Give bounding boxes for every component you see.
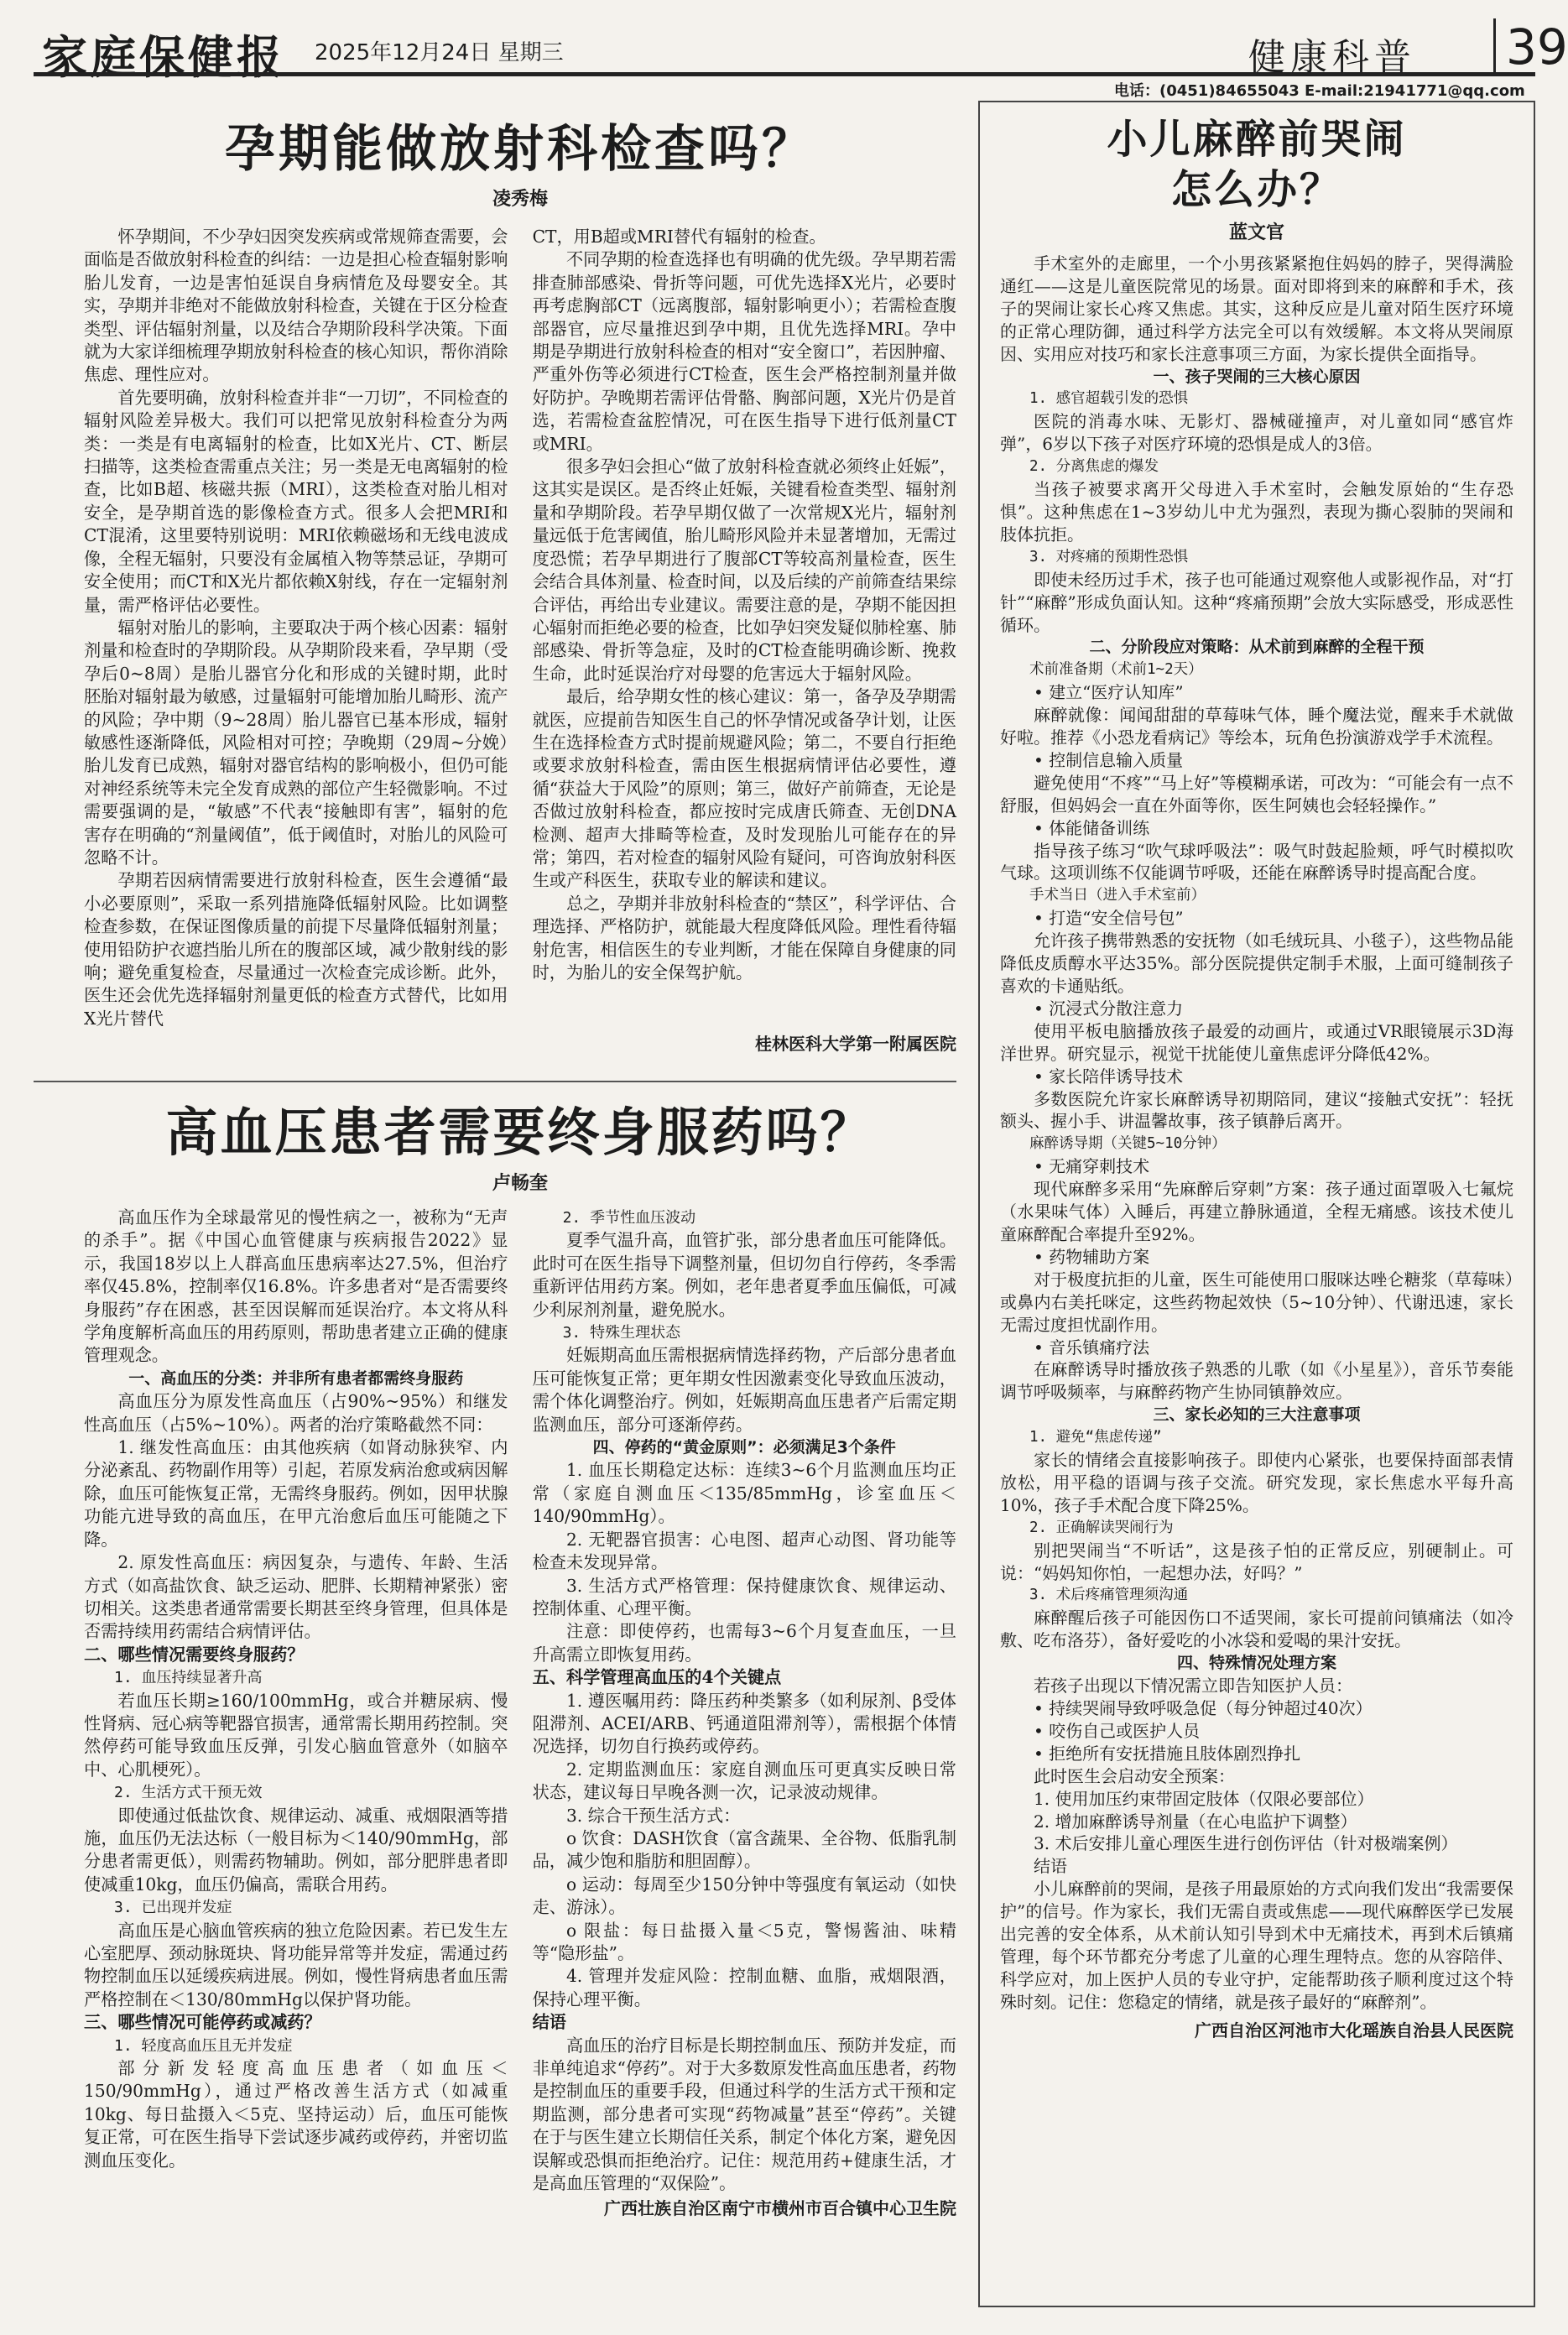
paragraph: 即使未经历过手术，孩子也可能通过观察他人或影视作品，对“打针”“麻醉”形成负面认知。这种“疼痛预期”会放大实际感受，形成恶性循环。 — [1000, 569, 1513, 635]
minor-heading: 1. 血压持续显著升高 — [114, 1669, 263, 1687]
article-column — [533, 1207, 956, 2195]
paragraph: • 音乐镇痛疗法 — [1034, 1337, 1150, 1358]
minor-heading: 2. 正确解读哭闹行为 — [1029, 1519, 1174, 1536]
article-hypertension — [84, 1091, 956, 2219]
paragraph: 小儿麻醉前的哭闹，是孩子用最原始的方式向我们发出“我需要保护”的信号。作为家长，我们无需自责或焦虑——现代麻醉医学已发展出完善的安全体系，从术前认知引导到术中无痛技术，再到术后镇痛管理，每个环节都充分考虑了儿童的心理生理特点。您的从容陪伴、科学应对，加上医护人员的专业守护，定能帮助孩子顺利度过这个特殊时刻。记住：您稳定的情绪，就是孩子最好的“麻醉剂”。 — [1000, 1879, 1513, 2012]
paragraph: 高血压作为全球最常见的慢性病之一，被称为“无声的杀手”。据《中国心血管健康与疾病报告2022》显示，我国18岁以上人群高血压患病率达27.5%，但治疗率仅45.8%，控制率仅16.8%。许多患者对“是否需要终身服药”存在困惑，甚至因误解而延误治疗。本文将从科学角度解析高血压的用药原则，帮助患者建立正确的健康管理观念。 — [84, 1207, 508, 1366]
paragraph: 1. 继发性高血压：由其他疾病（如肾动脉狭窄、内分泌紊乱、药物副作用等）引起，若原发病治愈或病因解除，血压可能恢复正常，无需终身服药。例如，因甲状腺功能亢进导致的高血压，在甲亢治愈后血压可能随之下降。 — [84, 1437, 508, 1550]
paragraph: 首先要明确，放射科检查并非“一刀切”，不同检查的辐射风险差异极大。我们可以把常见放射科检查分为两类：一类是有电离辐射的检查，比如X光片、CT、断层扫描等，这类检查需重点关注；另一类是无电离辐射的检查，比如B超、核磁共振（MRI），这类检查对胎儿相对安全，是孕期首选的影像检查方式。很多人会把MRI和CT混淆，这里要特别说明：MRI依赖磁场和无线电波成像，全程无辐射，只要没有金属植入物等禁忌证，孕期可安全使用；而CT和X光片都依赖X射线，存在一定辐射剂量，需严格评估必要性。 — [84, 387, 508, 615]
paragraph: 1. 血压长期稳定达标：连续3~6个月监测血压均正常（家庭自测血压＜135/85mmHg，诊室血压＜140/90mmHg）。 — [532, 1460, 956, 1527]
paragraph: 现代麻醉多采用“先麻醉后穿刺”方案：孩子通过面罩吸入七氟烷（水果味气体）入睡后，再建立静脉通道，全程无痛感。该技术使儿童麻醉配合率提升至92%。 — [1000, 1179, 1513, 1244]
minor-heading: 1. 避免“焦虑传递” — [1029, 1429, 1162, 1446]
paragraph: 很多孕妇会担心“做了放射科检查就必须终止妊娠”，这其实是误区。是否终止妊娠，关键看检查类型、辐射剂量和孕期阶段。若孕早期仅做了一次常规X光片，辐射剂量远低于危害阈值，胎儿畸形风险并未显著增加，无需过度恐慌；若孕早期进行了腹部CT等较高剂量检查，医生会结合具体剂量、检查时间，以及后续的产前筛查结果综合评估，再给出专业建议。需要注意的是，孕期不能因担心辐射而拒绝必要的检查，比如孕妇突发疑似肺栓塞、肺部感染、骨折等急症，及时的CT检查能明确诊断、挽救生命，此时延误治疗对母婴的危害远大于辐射风险。 — [532, 456, 956, 684]
paragraph: o 饮食：DASH饮食（富含蔬果、全谷物、低脂乳制品，减少饱和脂肪和胆固醇）。 — [532, 1827, 956, 1872]
article-source: 广西壮族自治区南宁市横州市百合镇中心卫生院 — [604, 2198, 956, 2219]
paragraph: 不同孕期的检查选择也有明确的优先级。孕早期若需排查肺部感染、骨折等问题，可优先选择X光片，必要时再考虑胸部CT（远离腹部，辐射影响更小）；若需检查腹部器官，应尽量推迟到孕中期，且优先选择MRI。孕中期是孕期进行放射科检查的相对“安全窗口”，若因肿瘤、严重外伤等必须进行CT检查，医生会严格控制剂量并做好防护。孕晚期若需评估骨骼、胸部问题，X光片仍是首选，若需检查盆腔情况，可在医生指导下进行低剂量CT或MRI。 — [532, 249, 956, 454]
paragraph: CT，用B超或MRI替代有辐射的检查。 — [532, 227, 826, 247]
paragraph: 医院的消毒水味、无影灯、器械碰撞声，对儿童如同“感官炸弹”，6岁以下孩子对医疗环境的恐惧是成人的3倍。 — [1000, 411, 1513, 455]
paragraph: 1. 遵医嘱用药：降压药种类繁多（如利尿剂、β受体阻滞剂、ACEI/ARB、钙通道阻滞剂等），需根据个体情况选择，切勿自行换药或停药。 — [532, 1690, 956, 1757]
article-author: 卢畅奎 — [492, 1172, 548, 1194]
paragraph: • 家长陪伴诱导技术 — [1034, 1066, 1184, 1087]
subheading: 结语 — [532, 2012, 566, 2033]
paragraph: 高血压是心脑血管疾病的独立危险因素。若已发生左心室肥厚、颈动脉斑块、肾功能异常等并发症，需通过药物控制血压以延缓疾病进展。例如，慢性肾病患者血压需严格控制在＜130/80mmHg以保护肾功能。 — [84, 1920, 508, 2009]
paragraph: 1. 使用加压约束带固定肢体（仅限必要部位） — [1034, 1788, 1374, 1809]
paragraph: • 拒绝所有安抚措施且肢体剧烈挣扎 — [1034, 1743, 1301, 1764]
paragraph: 指导孩子练习“吹气球呼吸法”：吸气时鼓起脸颊，呼气时模拟吹气球。这项训练不仅能调节呼吸，还能在麻醉诱导时提高配合度。 — [1000, 840, 1513, 883]
paragraph: 2. 定期监测血压：家庭自测血压可更真实反映日常状态，建议每日早晚各测一次，记录波动规律。 — [532, 1759, 956, 1803]
paragraph: o 运动：每周至少150分钟中等强度有氧运动（如快走、游泳）。 — [532, 1874, 956, 1918]
subheading: 三、家长必知的三大注意事项 — [1153, 1405, 1361, 1425]
paragraph: 注意：即使停药，也需每3~6个月复查血压，一旦升高需立即恢复用药。 — [532, 1621, 956, 1665]
header-rule — [34, 72, 1535, 76]
subheading: 五、科学管理高血压的4个关键点 — [532, 1667, 782, 1688]
minor-heading: 2. 分离焦虑的爆发 — [1029, 458, 1159, 476]
minor-heading: 手术当日（进入手术室前） — [1029, 887, 1206, 904]
paragraph: 2. 无靶器官损害：心电图、超声心动图、肾功能等检查未发现异常。 — [532, 1529, 956, 1573]
paragraph: 对于极度抗拒的儿童，医生可能使用口服咪达唑仑糖浆（草莓味）或鼻内右美托咪定，这些药物起效快（5~10分钟）、代谢迅速，家长无需过度担忧副作用。 — [1000, 1269, 1513, 1335]
subheading: 结语 — [1034, 1856, 1067, 1877]
paragraph: 3. 综合干预生活方式： — [565, 1805, 741, 1826]
sidebar-author: 蓝文官 — [1228, 222, 1284, 243]
minor-heading: 1. 轻度高血压且无并发症 — [114, 2036, 293, 2055]
paragraph: 部分新发轻度高血压患者（如血压＜150/90mmHg），通过严格改善生活方式（如减重10kg、每日盐摄入＜5克、坚持运动）后，血压可能恢复正常，可在医生指导下尝试逐步减药或停药，并密切监测血压变化。 — [84, 2058, 508, 2171]
section-divider — [34, 1081, 956, 1082]
paragraph: 麻醉就像：闻闻甜甜的草莓味气体，睡个魔法觉，醒来手术就做好啦。推荐《小恐龙看病记》等绘本，玩角色扮演游戏学手术流程。 — [1000, 705, 1513, 748]
minor-heading: 3. 术后疼痛管理须沟通 — [1029, 1587, 1189, 1604]
paragraph: 多数医院允许家长麻醉诱导初期陪同，建议“接触式安抚”：轻抚额头、握小手、讲温馨故事，孩子镇静后离开。 — [1000, 1088, 1513, 1132]
article-radiology — [84, 109, 956, 1055]
paragraph: 孕期若因病情需要进行放射科检查，医生会遵循“最小必要原则”，采取一系列措施降低辐射风险。比如调整检查参数，在保证图像质量的前提下尽量降低辐射剂量；使用铅防护衣遮挡胎儿所在的腹部区域，减少散射线的影响；避免重复检查，尽量通过一次检查完成诊断。此外，医生还会优先选择辐射剂量更低的检查方式替代，比如用X光片替代 — [84, 870, 508, 1029]
article-source: 桂林医科大学第一附属医院 — [755, 1034, 956, 1055]
paragraph: 怀孕期间，不少孕妇因突发疾病或常规筛查需要，会面临是否做放射科检查的纠结：一边是担心检查辐射影响胎儿发育，一边是害怕延误自身病情危及母婴安全。其实，孕期并非绝对不能做放射科检查，关键在于区分检查类型、评估辐射剂量，以及结合孕期阶段科学决策。下面就为大家详细梳理孕期放射科检查的核心知识，帮你消除焦虑、理性应对。 — [84, 227, 508, 385]
paragraph: 2. 原发性高血压：病因复杂，与遗传、年龄、生活方式（如高盐饮食、缺乏运动、肥胖、长期精神紧张）密切相关。这类患者通常需要长期甚至终身管理，但具体是否需持续用药需结合病情评估。 — [84, 1552, 508, 1642]
paragraph: • 沉浸式分散注意力 — [1034, 998, 1184, 1019]
paragraph: o 限盐：每日盐摄入量＜5克，警惕酱油、味精等“隐形盐”。 — [532, 1920, 956, 1963]
paragraph: 使用平板电脑播放孩子最爱的动画片，或通过VR眼镜展示3D海洋世界。研究显示，视觉干扰能使儿童焦虑评分降低42%。 — [1000, 1020, 1513, 1064]
paragraph: 妊娠期高血压需根据病情选择药物，产后部分患者血压可能恢复正常；更年期女性因激素变化导致血压波动，需个体化调整治疗。例如，妊娠期高血压患者产后需定期监测血压，部分可逐渐停药。 — [532, 1345, 956, 1435]
paragraph: 若血压长期≥160/100mmHg，或合并糖尿病、慢性肾病、冠心病等靶器官损害，通常需长期用药控制。突然停药可能导致血压反弹，引发心脑血管意外（如脑卒中、心肌梗死）。 — [84, 1690, 508, 1780]
paragraph: 高血压的治疗目标是长期控制血压、预防并发症，而非单纯追求“停药”。对于大多数原发性高血压患者，药物是控制血压的重要手段，但通过科学的生活方式干预和定期监测，部分患者可实现“药物减量”甚至“停药”。关键在于与医生建立长期信任关系，制定个体化方案，避免因误解或恐惧而拒绝治疗。记住：规范用药+健康生活，才是高血压管理的“双保险”。 — [532, 2035, 956, 2194]
subheading: 一、高血压的分类：并非所有患者都需终身服药 — [128, 1368, 464, 1388]
paragraph: • 建立“医疗认知库” — [1034, 682, 1184, 703]
section-name: 健康科普 — [1248, 36, 1416, 79]
sidebar-article-anesthesia — [978, 101, 1535, 2307]
minor-heading: 麻醉诱导期（关键5~10分钟） — [1029, 1135, 1227, 1153]
paragraph: 高血压分为原发性高血压（占90%~95%）和继发性高血压（占5%~10%）。两者的治疗策略截然不同： — [84, 1391, 508, 1435]
paragraph: 允许孩子携带熟悉的安抚物（如毛绒玩具、小毯子），这些物品能降低皮质醇水平达35%。部分医院提供定制手术服，上面可缝制孩子喜欢的卡通贴纸。 — [1000, 930, 1513, 996]
article-title: 高血压患者需要终身服药吗？ — [165, 1102, 875, 1163]
subheading: 二、哪些情况需要终身服药？ — [84, 1644, 305, 1665]
article-column — [533, 226, 956, 1030]
minor-heading: 1. 感官超载引发的恐惧 — [1029, 390, 1189, 408]
paragraph: 家长的情绪会直接影响孩子。即使内心紧张，也要保持面部表情放松，用平稳的语调与孩子交流。研究发现，家长焦虑水平每升高10%，孩子手术配合度下降25%。 — [1000, 1450, 1513, 1515]
article-column — [84, 226, 508, 1030]
paragraph: • 控制信息输入质量 — [1034, 749, 1184, 770]
minor-heading: 2. 季节性血压波动 — [562, 1209, 696, 1227]
minor-heading: 术前准备期（术前1~2天） — [1029, 661, 1203, 679]
paragraph: 总之，孕期并非放射科检查的“禁区”，科学评估、合理选择、严格防护，就能最大程度降低风险。理性看待辐射危害，相信医生的专业判断，才能在保障自身健康的同时，为胎儿的安全保驾护航。 — [532, 893, 956, 982]
masthead: 家庭保健报 — [42, 30, 285, 84]
paragraph: • 咬伤自己或医护人员 — [1034, 1720, 1201, 1741]
page-header — [34, 15, 1568, 84]
page-number: 39 — [1493, 18, 1568, 76]
subheading: 四、特殊情况处理方案 — [1176, 1654, 1336, 1673]
paragraph: 避免使用“不疼”“马上好”等模糊承诺，可改为：“可能会有一点不舒服，但妈妈会一直在外面等你，医生阿姨也会轻轻操作。” — [1000, 772, 1513, 816]
paragraph: • 持续哭闹导致呼吸急促（每分钟超过40次） — [1034, 1698, 1373, 1718]
paragraph: 在麻醉诱导时播放孩子熟悉的儿歌（如《小星星》），音乐节奏能调节呼吸频率，与麻醉药物产生协同镇静效应。 — [1000, 1359, 1513, 1403]
minor-heading: 2. 生活方式干预无效 — [114, 1784, 263, 1802]
paragraph: 最后，给孕期女性的核心建议：第一，备孕及孕期需就医，应提前告知医生自己的怀孕情况或备孕计划，让医生在选择检查方式时提前规避风险；第二，不要自行拒绝或要求放射科检查，需由医生根据病情评估必要性，遵循“获益大于风险”的原则；第三，做好产前筛查，无论是否做过放射科检查，都应按时完成唐氏筛查、无创DNA检测、超声大排畸等检查，及时发现胎儿可能存在的异常；第四，若对检查的辐射风险有疑问，可咨询放射科医生或产科医生，获取专业的解读和建议。 — [532, 686, 956, 891]
article-column — [84, 1207, 508, 2195]
subheading: 二、分阶段应对策略：从术前到麻醉的全程干预 — [1089, 638, 1425, 657]
paragraph: 夏季气温升高，血管扩张，部分患者血压可能降低。此时可在医生指导下调整剂量，但切勿自行停药，冬季需重新评估用药方案。例如，老年患者夏季血压偏低，可减少利尿剂剂量，避免脱水。 — [532, 1230, 956, 1320]
sidebar-title-line2: 怎么办？ — [1170, 166, 1342, 213]
paragraph: 若孩子出现以下情况需立即告知医护人员： — [1034, 1676, 1352, 1697]
paragraph: • 药物辅助方案 — [1034, 1246, 1150, 1267]
paragraph: 2. 增加麻醉诱导剂量（在心电监护下调整） — [1034, 1811, 1357, 1832]
paragraph: 3. 术后安排儿童心理医生进行创伤评估（针对极端案例） — [1034, 1833, 1458, 1854]
paragraph: 当孩子被要求离开父母进入手术室时，会触发原始的“生存恐惧”。这种焦虑在1~3岁幼儿中尤为强烈，表现为撕心裂肺的哭闹和肢体抗拒。 — [1000, 479, 1513, 545]
sidebar-source: 广西自治区河池市大化瑶族自治县人民医院 — [1195, 2020, 1513, 2041]
sidebar-body — [1000, 253, 1513, 2014]
sidebar-title-line1: 小儿麻醉前哭闹 — [1107, 116, 1407, 163]
paragraph: • 打造“安全信号包” — [1034, 908, 1184, 929]
paragraph: 别把哭闹当“不听话”，这是孩子怕的正常反应，别硬制止。可说：“妈妈知你怕，一起想办法，好吗？” — [1000, 1540, 1513, 1583]
contact-line: 电话：(0451)84655043 E-mail:21941771@qq.com — [1114, 82, 1525, 100]
paragraph: • 体能储备训练 — [1034, 817, 1150, 838]
paragraph: 即使通过低盐饮食、规律运动、减重、戒烟限酒等措施，血压仍无法达标（一般目标为＜140/90mmHg，部分患者需更低），则需药物辅助。例如，部分肥胖患者即使减重10kg，血压仍偏高，需联合用药。 — [84, 1805, 508, 1895]
paragraph: • 无痛穿刺技术 — [1034, 1156, 1150, 1177]
minor-heading: 3. 对疼痛的预期性恐惧 — [1029, 548, 1189, 566]
article-author: 凌秀梅 — [492, 188, 548, 210]
paragraph: 辐射对胎儿的影响，主要取决于两个核心因素：辐射剂量和检查时的孕期阶段。从孕期阶段来看，孕早期（受孕后0~8周）是胎儿器官分化和形成的关键时期，此时胚胎对辐射最为敏感，过量辐射可能增加胎儿畸形、流产的风险；孕中期（9~28周）胎儿器官已基本形成，辐射敏感性逐渐降低，风险相对可控；孕晚期（29周~分娩）胎儿发育已成熟，辐射对器官结构的影响极小，但仍可能对神经系统等未完全发育成熟的部位产生轻微影响。不过需要强调的是，“敏感”不代表“接触即有害”，辐射的危害存在明确的“剂量阈值”，低于阈值时，对胎儿的风险可忽略不计。 — [84, 617, 508, 868]
dateline: 2025年12月24日 星期三 — [315, 40, 564, 65]
subheading: 一、孩子哭闹的三大核心原因 — [1153, 367, 1361, 386]
minor-heading: 3. 已出现并发症 — [114, 1899, 232, 1917]
paragraph: 3. 生活方式严格管理：保持健康饮食、规律运动、控制体重、心理平衡。 — [532, 1575, 956, 1618]
paragraph: 4. 管理并发症风险：控制血糖、血脂，戒烟限酒，保持心理平衡。 — [532, 1966, 956, 2009]
subheading: 四、停药的“黄金原则”：必须满足3个条件 — [592, 1438, 896, 1457]
minor-heading: 3. 特殊生理状态 — [562, 1324, 681, 1342]
paragraph: 手术室外的走廊里，一个小男孩紧紧抱住妈妈的脖子，哭得满脸通红——这是儿童医院常见的场景。面对即将到来的麻醉和手术，孩子的哭闹让家长心疼又焦虑。其实，这种反应是儿童对陌生医疗环境的正常心理防御，通过科学方法完全可以有效缓解。本文将从哭闹原因、实用应对技巧和家长注意事项三方面，为家长提供全面指导。 — [1000, 253, 1513, 364]
article-title: 孕期能做放射科检查吗？ — [225, 120, 815, 179]
paragraph: 麻醉醒后孩子可能因伤口不适哭闹，家长可提前问镇痛法（如冷敷、吃布洛芬），备好爱吃的小冰袋和爱喝的果汁安抚。 — [1000, 1608, 1513, 1651]
subheading: 三、哪些情况可能停药或减药？ — [84, 2012, 321, 2033]
paragraph: 此时医生会启动安全预案： — [1034, 1765, 1235, 1786]
